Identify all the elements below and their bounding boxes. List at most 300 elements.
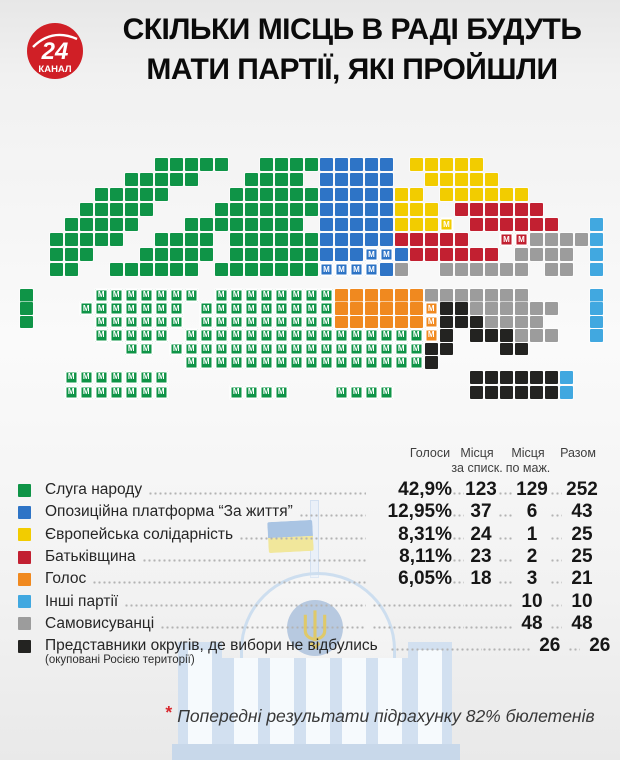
seat-square bbox=[155, 158, 168, 171]
seat-square bbox=[590, 316, 603, 329]
dotted-separator bbox=[452, 595, 464, 609]
seat-square bbox=[335, 302, 348, 315]
seat-square bbox=[500, 188, 513, 201]
seat-square bbox=[575, 233, 588, 246]
majoritarian-seats: 26 bbox=[539, 635, 561, 657]
seat-square bbox=[470, 203, 483, 216]
seat-square-majoritarian: М bbox=[215, 289, 228, 302]
seat-square bbox=[80, 248, 93, 261]
seat-square-majoritarian: М bbox=[110, 316, 123, 329]
seat-square bbox=[245, 203, 258, 216]
seat-square bbox=[560, 233, 573, 246]
seat-square-majoritarian: М bbox=[365, 386, 378, 399]
seat-square bbox=[560, 371, 573, 384]
seat-square bbox=[515, 329, 528, 342]
seat-square bbox=[410, 233, 423, 246]
seat-square bbox=[170, 158, 183, 171]
seat-square bbox=[425, 356, 438, 369]
seat-square-majoritarian: М bbox=[380, 356, 393, 369]
seat-square bbox=[65, 233, 78, 246]
seat-square bbox=[110, 188, 123, 201]
seat-square-majoritarian: М bbox=[275, 329, 288, 342]
dotted-separator bbox=[550, 595, 562, 609]
seat-square bbox=[320, 233, 333, 246]
dotted-separator bbox=[550, 483, 562, 497]
seat-square bbox=[140, 203, 153, 216]
seat-square bbox=[185, 263, 198, 276]
seat-square bbox=[470, 302, 483, 315]
seat-square-majoritarian: М bbox=[350, 386, 363, 399]
seat-square bbox=[215, 263, 228, 276]
seat-square bbox=[200, 233, 213, 246]
seat-square bbox=[155, 173, 168, 186]
party-label: Батьківщина bbox=[45, 548, 136, 566]
title-line-1: СКІЛЬКИ МІСЦЬ В РАДІ БУДУТЬ bbox=[122, 13, 582, 46]
seat-square bbox=[185, 248, 198, 261]
seat-square bbox=[485, 203, 498, 216]
seat-square bbox=[470, 316, 483, 329]
seat-square bbox=[230, 203, 243, 216]
seat-square bbox=[95, 218, 108, 231]
seat-square bbox=[410, 188, 423, 201]
seat-square bbox=[305, 233, 318, 246]
seat-square bbox=[290, 158, 303, 171]
seat-square bbox=[545, 248, 558, 261]
seat-square bbox=[365, 173, 378, 186]
seat-square bbox=[440, 173, 453, 186]
seat-square-majoritarian: М bbox=[380, 386, 393, 399]
list-seats bbox=[464, 617, 498, 631]
seat-square-majoritarian: М bbox=[320, 329, 333, 342]
seat-square bbox=[125, 203, 138, 216]
seat-square bbox=[200, 218, 213, 231]
seat-square bbox=[290, 173, 303, 186]
seat-square bbox=[125, 173, 138, 186]
list-seats bbox=[464, 595, 498, 609]
seat-square-majoritarian: М bbox=[350, 263, 363, 276]
seat-square bbox=[455, 248, 468, 261]
seat-square-majoritarian: М bbox=[305, 356, 318, 369]
seat-square-majoritarian: М bbox=[95, 371, 108, 384]
seat-square-majoritarian: М bbox=[320, 289, 333, 302]
seat-square bbox=[230, 248, 243, 261]
seat-square-majoritarian: М bbox=[245, 343, 258, 356]
party-label: Європейська солідарність bbox=[45, 525, 234, 543]
seat-square bbox=[455, 158, 468, 171]
dotted-separator bbox=[452, 505, 464, 519]
seat-square-majoritarian: М bbox=[365, 343, 378, 356]
seat-square-majoritarian: М bbox=[125, 289, 138, 302]
table-row bbox=[18, 479, 602, 501]
seat-square-majoritarian: М bbox=[425, 316, 438, 329]
seat-square bbox=[380, 173, 393, 186]
majoritarian-seats: 1 bbox=[526, 523, 538, 545]
seat-square-majoritarian: М bbox=[215, 316, 228, 329]
seat-square-majoritarian: М bbox=[380, 248, 393, 261]
seat-square bbox=[425, 203, 438, 216]
seat-square bbox=[500, 343, 513, 356]
party-color-swatch bbox=[18, 551, 31, 564]
seat-square bbox=[500, 386, 513, 399]
seat-square bbox=[80, 218, 93, 231]
majoritarian-seats: 129 bbox=[516, 479, 548, 501]
total-seats: 25 bbox=[571, 523, 593, 545]
party-color-swatch bbox=[18, 506, 31, 519]
seat-square bbox=[350, 218, 363, 231]
seat-square bbox=[275, 158, 288, 171]
seat-square bbox=[125, 188, 138, 201]
seat-square-majoritarian: М bbox=[170, 343, 183, 356]
seat-square-majoritarian: М bbox=[335, 343, 348, 356]
seat-square bbox=[230, 188, 243, 201]
seat-square bbox=[320, 158, 333, 171]
seat-square bbox=[395, 248, 408, 261]
seat-square-majoritarian: М bbox=[260, 356, 273, 369]
seat-square bbox=[425, 158, 438, 171]
seat-square-majoritarian: М bbox=[125, 371, 138, 384]
seat-square bbox=[500, 218, 513, 231]
seat-square-majoritarian: М bbox=[230, 329, 243, 342]
seat-square-majoritarian: М bbox=[305, 289, 318, 302]
seat-square bbox=[215, 218, 228, 231]
seat-square bbox=[95, 203, 108, 216]
dotted-separator bbox=[550, 528, 562, 542]
seat-square bbox=[365, 203, 378, 216]
seat-square-majoritarian: М bbox=[185, 289, 198, 302]
seat-square bbox=[170, 173, 183, 186]
seat-square-majoritarian: М bbox=[140, 289, 153, 302]
seat-square bbox=[245, 263, 258, 276]
seat-square bbox=[545, 386, 558, 399]
seat-square bbox=[260, 263, 273, 276]
total-seats: 25 bbox=[571, 546, 593, 568]
seat-square bbox=[80, 203, 93, 216]
asterisk: * bbox=[165, 702, 173, 722]
party-color-swatch bbox=[18, 617, 31, 630]
seat-square-majoritarian: М bbox=[260, 316, 273, 329]
seat-square-majoritarian: М bbox=[305, 302, 318, 315]
seat-square bbox=[260, 203, 273, 216]
seat-square-majoritarian: М bbox=[350, 329, 363, 342]
seat-square-majoritarian: М bbox=[410, 343, 423, 356]
votes-percent: 42,9% bbox=[398, 479, 452, 501]
seat-square-majoritarian: М bbox=[125, 329, 138, 342]
seat-square bbox=[95, 233, 108, 246]
column-header-list-seats: Місця за списк. bbox=[451, 446, 503, 475]
seat-square-majoritarian: М bbox=[140, 386, 153, 399]
seat-square bbox=[410, 289, 423, 302]
seat-square bbox=[590, 218, 603, 231]
seat-square-majoritarian: М bbox=[230, 316, 243, 329]
seat-square bbox=[275, 263, 288, 276]
seat-square-majoritarian: М bbox=[395, 343, 408, 356]
seat-square bbox=[275, 248, 288, 261]
seat-square bbox=[260, 218, 273, 231]
seat-square bbox=[455, 233, 468, 246]
seat-square bbox=[470, 188, 483, 201]
seat-square bbox=[485, 316, 498, 329]
list-seats bbox=[482, 639, 516, 653]
table-row bbox=[18, 501, 602, 523]
seat-square-majoritarian: М bbox=[350, 343, 363, 356]
seat-square-majoritarian: М bbox=[290, 343, 303, 356]
seat-square bbox=[305, 188, 318, 201]
seat-square bbox=[140, 263, 153, 276]
seat-square bbox=[515, 302, 528, 315]
seat-square-majoritarian: М bbox=[275, 356, 288, 369]
party-color-swatch bbox=[18, 484, 31, 497]
seat-square-majoritarian: М bbox=[305, 329, 318, 342]
seat-square bbox=[395, 316, 408, 329]
seat-square bbox=[260, 173, 273, 186]
seat-square bbox=[380, 158, 393, 171]
seat-square-majoritarian: М bbox=[410, 356, 423, 369]
seat-square bbox=[470, 173, 483, 186]
seat-square-majoritarian: М bbox=[290, 329, 303, 342]
seat-square-majoritarian: М bbox=[500, 233, 513, 246]
seat-square bbox=[515, 218, 528, 231]
seat-square bbox=[155, 188, 168, 201]
seat-square bbox=[185, 173, 198, 186]
dotted-leader bbox=[92, 572, 366, 586]
party-color-swatch bbox=[18, 528, 31, 541]
seat-square-majoritarian: М bbox=[335, 356, 348, 369]
seat-square bbox=[140, 248, 153, 261]
seat-square bbox=[350, 248, 363, 261]
total-seats: 43 bbox=[571, 501, 593, 523]
seat-square-majoritarian: М bbox=[170, 316, 183, 329]
seat-square bbox=[410, 218, 423, 231]
seat-square bbox=[20, 316, 33, 329]
seat-square bbox=[260, 158, 273, 171]
seat-square bbox=[365, 316, 378, 329]
seat-square bbox=[395, 263, 408, 276]
seat-square bbox=[530, 302, 543, 315]
seat-square-majoritarian: М bbox=[245, 329, 258, 342]
seat-square-majoritarian: М bbox=[245, 289, 258, 302]
votes-percent: 8,11% bbox=[399, 546, 452, 568]
title-line-2: МАТИ ПАРТІЇ, ЯКІ ПРОЙШЛИ bbox=[146, 53, 558, 86]
seat-square bbox=[335, 289, 348, 302]
seat-square bbox=[110, 218, 123, 231]
seat-square-majoritarian: М bbox=[80, 302, 93, 315]
seat-square bbox=[590, 233, 603, 246]
seat-square bbox=[545, 371, 558, 384]
seat-square bbox=[395, 289, 408, 302]
seat-square bbox=[440, 158, 453, 171]
seat-square-majoritarian: М bbox=[425, 329, 438, 342]
seat-square-majoritarian: М bbox=[170, 302, 183, 315]
party-label: Опозиційна платформа “За життя” bbox=[45, 503, 293, 521]
seat-square bbox=[515, 289, 528, 302]
seat-square bbox=[500, 316, 513, 329]
seat-square bbox=[425, 173, 438, 186]
majoritarian-seats: 48 bbox=[521, 612, 543, 634]
seat-square-majoritarian: М bbox=[140, 329, 153, 342]
seat-square-majoritarian: М bbox=[185, 356, 198, 369]
seat-square-majoritarian: М bbox=[335, 329, 348, 342]
seat-square-majoritarian: М bbox=[440, 218, 453, 231]
seat-square bbox=[455, 289, 468, 302]
party-label: Представники округів, де вибори не відбулись bbox=[45, 637, 378, 655]
seat-square bbox=[440, 263, 453, 276]
dotted-leader bbox=[239, 528, 366, 542]
seat-square-majoritarian: М bbox=[275, 289, 288, 302]
seat-square bbox=[470, 218, 483, 231]
seat-square-majoritarian: М bbox=[140, 371, 153, 384]
seat-square bbox=[80, 233, 93, 246]
seat-square-majoritarian: М bbox=[290, 356, 303, 369]
dotted-separator bbox=[452, 483, 464, 497]
seat-square bbox=[500, 371, 513, 384]
seat-square bbox=[260, 188, 273, 201]
seat-square bbox=[425, 233, 438, 246]
footnote bbox=[150, 702, 610, 727]
seat-square bbox=[365, 233, 378, 246]
seat-square-majoritarian: М bbox=[215, 343, 228, 356]
seat-square-majoritarian: М bbox=[320, 263, 333, 276]
table-row bbox=[18, 590, 602, 612]
seat-square bbox=[260, 248, 273, 261]
seat-square bbox=[335, 203, 348, 216]
seat-square bbox=[380, 233, 393, 246]
seat-square-majoritarian: М bbox=[95, 316, 108, 329]
seat-square-majoritarian: М bbox=[395, 356, 408, 369]
seat-square-majoritarian: М bbox=[200, 329, 213, 342]
total-seats: 21 bbox=[571, 568, 593, 590]
dotted-separator bbox=[568, 639, 580, 653]
seat-square bbox=[425, 343, 438, 356]
dotted-separator bbox=[550, 505, 562, 519]
seat-square bbox=[50, 248, 63, 261]
seat-square bbox=[545, 263, 558, 276]
seat-square bbox=[380, 302, 393, 315]
majoritarian-seats: 3 bbox=[526, 568, 538, 590]
seat-square-majoritarian: М bbox=[230, 386, 243, 399]
dotted-leader bbox=[299, 505, 366, 519]
seat-square-majoritarian: М bbox=[110, 386, 123, 399]
seat-square bbox=[65, 263, 78, 276]
seat-square bbox=[335, 188, 348, 201]
seat-square bbox=[290, 188, 303, 201]
seat-square bbox=[470, 248, 483, 261]
table-row bbox=[18, 568, 602, 590]
seat-square bbox=[590, 289, 603, 302]
seat-square bbox=[20, 302, 33, 315]
seat-square bbox=[245, 173, 258, 186]
seat-square-majoritarian: М bbox=[320, 316, 333, 329]
seat-square-majoritarian: М bbox=[230, 343, 243, 356]
column-header-votes: Голоси bbox=[409, 446, 451, 460]
seat-square-majoritarian: М bbox=[155, 316, 168, 329]
seat-square bbox=[320, 248, 333, 261]
party-sublabel: (окуповані Росією території) bbox=[45, 654, 195, 667]
seat-square bbox=[95, 188, 108, 201]
seat-square bbox=[395, 188, 408, 201]
seat-square bbox=[335, 158, 348, 171]
seat-square bbox=[560, 263, 573, 276]
seat-square bbox=[350, 316, 363, 329]
seat-square bbox=[230, 263, 243, 276]
seat-square bbox=[380, 263, 393, 276]
seat-square bbox=[515, 263, 528, 276]
seat-square bbox=[440, 302, 453, 315]
seat-square bbox=[530, 371, 543, 384]
seat-square bbox=[590, 248, 603, 261]
dotted-separator bbox=[550, 572, 562, 586]
seat-square bbox=[485, 188, 498, 201]
votes-percent bbox=[372, 617, 452, 631]
seat-square bbox=[305, 158, 318, 171]
footnote-text: Попередні результати підрахунку 82% бюлетенів bbox=[177, 706, 595, 726]
seat-square bbox=[140, 188, 153, 201]
seat-square-majoritarian: М bbox=[245, 386, 258, 399]
seat-square bbox=[455, 173, 468, 186]
seat-square bbox=[440, 289, 453, 302]
seat-square bbox=[365, 289, 378, 302]
seat-square-majoritarian: М bbox=[215, 329, 228, 342]
seat-square bbox=[380, 188, 393, 201]
seat-square-majoritarian: М bbox=[215, 302, 228, 315]
seat-square-majoritarian: М bbox=[200, 343, 213, 356]
seat-square bbox=[485, 386, 498, 399]
seat-square bbox=[245, 248, 258, 261]
seat-square-majoritarian: М bbox=[200, 356, 213, 369]
seat-square bbox=[500, 263, 513, 276]
seat-square bbox=[350, 302, 363, 315]
seat-square-majoritarian: М bbox=[275, 316, 288, 329]
seat-square bbox=[530, 248, 543, 261]
dotted-separator bbox=[498, 550, 514, 564]
votes-percent: 6,05% bbox=[398, 568, 452, 590]
seat-square bbox=[500, 203, 513, 216]
seat-square bbox=[455, 316, 468, 329]
seat-square bbox=[485, 289, 498, 302]
seat-square bbox=[305, 203, 318, 216]
seat-square bbox=[335, 248, 348, 261]
seat-square bbox=[200, 248, 213, 261]
seat-square bbox=[110, 263, 123, 276]
seat-square bbox=[590, 263, 603, 276]
seat-square bbox=[215, 203, 228, 216]
seat-square-majoritarian: М bbox=[245, 356, 258, 369]
majoritarian-seats: 10 bbox=[521, 590, 543, 612]
seat-square bbox=[365, 218, 378, 231]
seat-square bbox=[395, 302, 408, 315]
seat-square bbox=[410, 316, 423, 329]
seat-square bbox=[440, 329, 453, 342]
seat-square bbox=[530, 203, 543, 216]
seat-square bbox=[380, 316, 393, 329]
seat-square-majoritarian: М bbox=[95, 386, 108, 399]
seat-square bbox=[500, 289, 513, 302]
seat-square bbox=[410, 158, 423, 171]
seat-square-majoritarian: М bbox=[80, 386, 93, 399]
seat-square bbox=[470, 289, 483, 302]
seat-square-majoritarian: М bbox=[410, 329, 423, 342]
seat-square-majoritarian: М bbox=[305, 316, 318, 329]
seat-square-majoritarian: М bbox=[365, 356, 378, 369]
party-label: Слуга народу bbox=[45, 481, 143, 499]
dotted-separator bbox=[550, 550, 562, 564]
dotted-leader bbox=[124, 595, 366, 609]
seat-square bbox=[545, 302, 558, 315]
seat-square bbox=[590, 329, 603, 342]
seat-square-majoritarian: М bbox=[155, 289, 168, 302]
seat-square-majoritarian: М bbox=[155, 371, 168, 384]
seat-square bbox=[110, 233, 123, 246]
seat-square bbox=[335, 316, 348, 329]
